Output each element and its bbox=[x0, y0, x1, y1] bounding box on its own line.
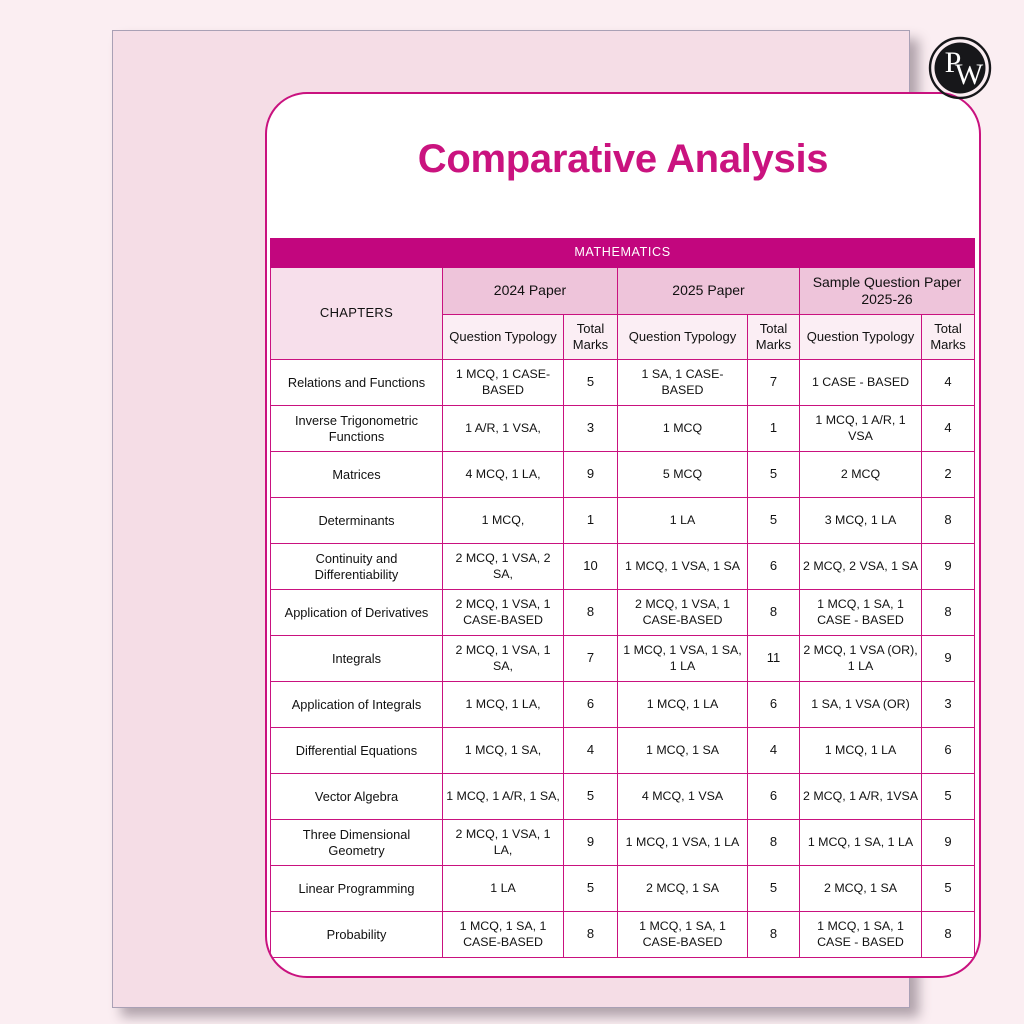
typology-2024: 4 MCQ, 1 LA, bbox=[443, 452, 564, 498]
marks-sqp: 4 bbox=[922, 406, 975, 452]
typology-2024: 2 MCQ, 1 VSA, 1 CASE-BASED bbox=[443, 590, 564, 636]
sub-header-marks-2025: Total Marks bbox=[748, 315, 800, 360]
marks-sqp: 2 bbox=[922, 452, 975, 498]
marks-sqp: 9 bbox=[922, 636, 975, 682]
marks-2024: 10 bbox=[564, 544, 618, 590]
typology-2024: 2 MCQ, 1 VSA, 1 LA, bbox=[443, 820, 564, 866]
marks-2024: 6 bbox=[564, 682, 618, 728]
typology-2024: 1 LA bbox=[443, 866, 564, 912]
subject-banner: MATHEMATICS bbox=[271, 239, 975, 268]
typology-sqp: 1 SA, 1 VSA (OR) bbox=[800, 682, 922, 728]
sub-header-typology-2025: Question Typology bbox=[618, 315, 748, 360]
sub-header-marks-sqp: Total Marks bbox=[922, 315, 975, 360]
table-row bbox=[271, 728, 975, 774]
marks-2025: 6 bbox=[748, 682, 800, 728]
table-row bbox=[271, 544, 975, 590]
paper-group-header-2024: 2024 Paper bbox=[443, 268, 618, 315]
marks-2025: 4 bbox=[748, 728, 800, 774]
poster-panel bbox=[112, 30, 966, 1008]
marks-2024: 5 bbox=[564, 360, 618, 406]
marks-2025: 5 bbox=[748, 866, 800, 912]
marks-2024: 9 bbox=[564, 820, 618, 866]
chapter-name: Matrices bbox=[271, 452, 443, 498]
marks-sqp: 8 bbox=[922, 590, 975, 636]
marks-sqp: 4 bbox=[922, 360, 975, 406]
paper-group-header-row bbox=[271, 268, 975, 315]
marks-2025: 11 bbox=[748, 636, 800, 682]
marks-sqp: 8 bbox=[922, 912, 975, 958]
table-row bbox=[271, 636, 975, 682]
chapter-name: Application of Integrals bbox=[271, 682, 443, 728]
sub-header-typology-sqp: Question Typology bbox=[800, 315, 922, 360]
chapter-name: Vector Algebra bbox=[271, 774, 443, 820]
marks-sqp: 8 bbox=[922, 498, 975, 544]
typology-2025: 1 SA, 1 CASE-BASED bbox=[618, 360, 748, 406]
marks-2024: 8 bbox=[564, 590, 618, 636]
marks-sqp: 3 bbox=[922, 682, 975, 728]
marks-2024: 3 bbox=[564, 406, 618, 452]
typology-sqp: 1 MCQ, 1 SA, 1 CASE - BASED bbox=[800, 912, 922, 958]
marks-2025: 6 bbox=[748, 544, 800, 590]
marks-2025: 8 bbox=[748, 590, 800, 636]
table-row bbox=[271, 866, 975, 912]
typology-2025: 1 MCQ, 1 SA, 1 CASE-BASED bbox=[618, 912, 748, 958]
table-row bbox=[271, 590, 975, 636]
marks-2024: 8 bbox=[564, 912, 618, 958]
subject-banner-row bbox=[271, 239, 975, 268]
typology-sqp: 1 MCQ, 1 LA bbox=[800, 728, 922, 774]
pw-logo-letter-p: P bbox=[944, 46, 962, 79]
marks-2024: 5 bbox=[564, 866, 618, 912]
typology-sqp: 2 MCQ, 2 VSA, 1 SA bbox=[800, 544, 922, 590]
table-header bbox=[271, 239, 975, 360]
typology-2024: 1 MCQ, 1 SA, bbox=[443, 728, 564, 774]
sub-header-typology-2024: Question Typology bbox=[443, 315, 564, 360]
chapter-name: Relations and Functions bbox=[271, 360, 443, 406]
typology-2025: 1 MCQ bbox=[618, 406, 748, 452]
marks-2025: 5 bbox=[748, 498, 800, 544]
table-row bbox=[271, 498, 975, 544]
marks-2024: 9 bbox=[564, 452, 618, 498]
chapter-name: Application of Derivatives bbox=[271, 590, 443, 636]
chapter-name: Linear Programming bbox=[271, 866, 443, 912]
sub-header-marks-2024: Total Marks bbox=[564, 315, 618, 360]
table-row bbox=[271, 360, 975, 406]
table-body bbox=[271, 360, 975, 958]
chapter-name: Continuity and Differentiability bbox=[271, 544, 443, 590]
typology-2025: 1 MCQ, 1 VSA, 1 LA bbox=[618, 820, 748, 866]
typology-2024: 1 A/R, 1 VSA, bbox=[443, 406, 564, 452]
marks-2025: 7 bbox=[748, 360, 800, 406]
marks-sqp: 6 bbox=[922, 728, 975, 774]
marks-2025: 6 bbox=[748, 774, 800, 820]
typology-sqp: 1 MCQ, 1 A/R, 1 VSA bbox=[800, 406, 922, 452]
typology-2025: 1 MCQ, 1 VSA, 1 SA, 1 LA bbox=[618, 636, 748, 682]
page-title: Comparative Analysis bbox=[417, 137, 829, 181]
marks-sqp: 9 bbox=[922, 544, 975, 590]
marks-2025: 5 bbox=[748, 452, 800, 498]
typology-2024: 1 MCQ, 1 A/R, 1 SA, bbox=[443, 774, 564, 820]
typology-sqp: 2 MCQ bbox=[800, 452, 922, 498]
table-row bbox=[271, 912, 975, 958]
chapter-name: Inverse Trigonometric Functions bbox=[271, 406, 443, 452]
marks-2025: 1 bbox=[748, 406, 800, 452]
typology-2025: 1 MCQ, 1 SA bbox=[618, 728, 748, 774]
marks-sqp: 5 bbox=[922, 866, 975, 912]
comparative-analysis-table bbox=[270, 238, 975, 958]
typology-sqp: 1 CASE - BASED bbox=[800, 360, 922, 406]
chapter-name: Differential Equations bbox=[271, 728, 443, 774]
marks-2025: 8 bbox=[748, 820, 800, 866]
table-row bbox=[271, 682, 975, 728]
pw-logo-letter-w: W bbox=[954, 58, 984, 91]
typology-sqp: 1 MCQ, 1 SA, 1 CASE - BASED bbox=[800, 590, 922, 636]
paper-group-header-2025: 2025 Paper bbox=[618, 268, 800, 315]
typology-2025: 2 MCQ, 1 VSA, 1 CASE-BASED bbox=[618, 590, 748, 636]
marks-2024: 7 bbox=[564, 636, 618, 682]
typology-2025: 1 MCQ, 1 VSA, 1 SA bbox=[618, 544, 748, 590]
marks-sqp: 9 bbox=[922, 820, 975, 866]
table-row bbox=[271, 452, 975, 498]
typology-sqp: 2 MCQ, 1 VSA (OR), 1 LA bbox=[800, 636, 922, 682]
content-card bbox=[265, 92, 981, 978]
table-row bbox=[271, 774, 975, 820]
table-row bbox=[271, 406, 975, 452]
typology-2024: 1 MCQ, bbox=[443, 498, 564, 544]
typology-2024: 1 MCQ, 1 CASE-BASED bbox=[443, 360, 564, 406]
typology-sqp: 3 MCQ, 1 LA bbox=[800, 498, 922, 544]
table-row bbox=[271, 820, 975, 866]
typology-2025: 1 MCQ, 1 LA bbox=[618, 682, 748, 728]
pw-logo-icon bbox=[928, 36, 992, 100]
chapter-name: Three Dimensional Geometry bbox=[271, 820, 443, 866]
chapter-name: Determinants bbox=[271, 498, 443, 544]
typology-2025: 1 LA bbox=[618, 498, 748, 544]
chapter-name: Probability bbox=[271, 912, 443, 958]
marks-2025: 8 bbox=[748, 912, 800, 958]
marks-2024: 4 bbox=[564, 728, 618, 774]
typology-sqp: 1 MCQ, 1 SA, 1 LA bbox=[800, 820, 922, 866]
chapter-name: Integrals bbox=[271, 636, 443, 682]
marks-2024: 1 bbox=[564, 498, 618, 544]
typology-2024: 2 MCQ, 1 VSA, 2 SA, bbox=[443, 544, 564, 590]
typology-sqp: 2 MCQ, 1 A/R, 1VSA bbox=[800, 774, 922, 820]
typology-sqp: 2 MCQ, 1 SA bbox=[800, 866, 922, 912]
typology-2024: 2 MCQ, 1 VSA, 1 SA, bbox=[443, 636, 564, 682]
chapters-column-header: CHAPTERS bbox=[271, 268, 443, 360]
comparative-analysis-table-container bbox=[270, 238, 976, 958]
marks-sqp: 5 bbox=[922, 774, 975, 820]
marks-2024: 5 bbox=[564, 774, 618, 820]
typology-2024: 1 MCQ, 1 LA, bbox=[443, 682, 564, 728]
typology-2024: 1 MCQ, 1 SA, 1 CASE-BASED bbox=[443, 912, 564, 958]
paper-group-header-sqp: Sample Question Paper 2025-26 bbox=[800, 268, 975, 315]
typology-2025: 4 MCQ, 1 VSA bbox=[618, 774, 748, 820]
typology-2025: 2 MCQ, 1 SA bbox=[618, 866, 748, 912]
typology-2025: 5 MCQ bbox=[618, 452, 748, 498]
